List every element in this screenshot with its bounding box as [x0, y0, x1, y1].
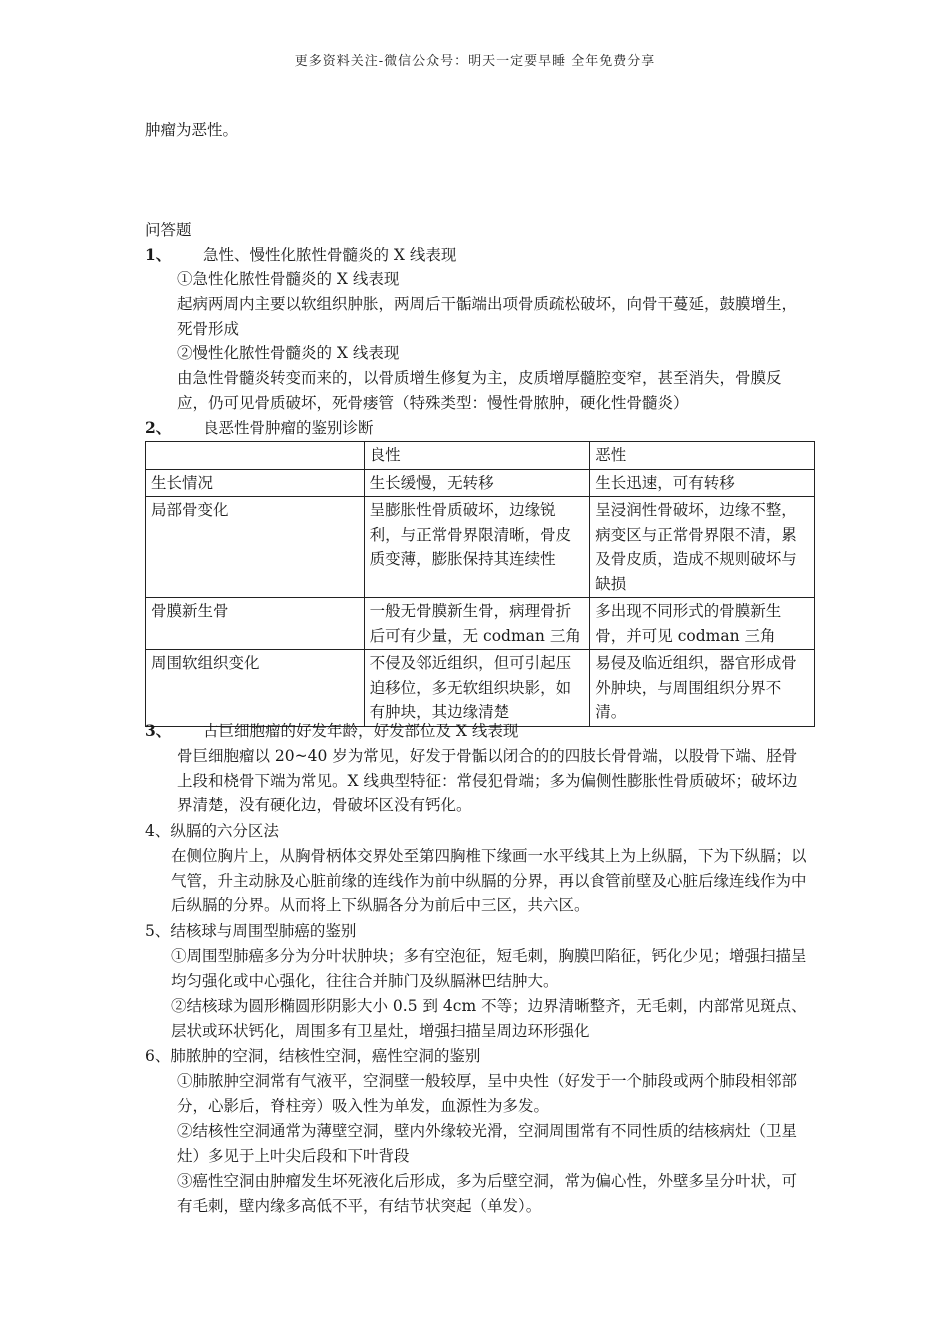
q1-sub2: ②慢性化脓性骨髓炎的 X 线表现: [177, 344, 400, 362]
tumor-comparison-table: [145, 441, 815, 727]
table-row: [146, 497, 815, 598]
table-row: [146, 598, 815, 650]
q6-item3: ③癌性空洞由肿瘤发生坏死液化后形成，多为后壁空洞，常为偏心性，外壁多呈分叶状，可有毛刺，壁内缘多高低不平，有结节状突起（单发）。: [177, 1172, 798, 1215]
q6-item1: ①肺脓肿空洞常有气液平，空洞壁一般较厚，呈中央性（好发于一个肺段或两个肺段相邻部分，心影后，脊柱旁）吸入性为单发，血源性为多发。: [177, 1072, 798, 1115]
table-header-row: [146, 442, 815, 470]
table-cell: [146, 442, 365, 470]
table-cell: 不侵及邻近组织，但可引起压迫移位，多无软组织块影，如有肿块，其边缘清楚: [364, 650, 590, 727]
table-row: [146, 650, 815, 727]
q5-item1: ①周围型肺癌多分为分叶状肿块；多有空泡征，短毛刺，胸膜凹陷征，钙化少见；增强扫描呈均匀强化或中心强化，往往合并肺门及纵膈淋巴结肿大。: [171, 947, 807, 990]
q3-title: 古巨细胞瘤的好发年龄，好发部位及 X 线表现: [203, 722, 519, 740]
table-cell: 一般无骨膜新生骨，病理骨折后可有少量，无 codman 三角: [364, 598, 590, 650]
q1-sub1: ①急性化脓性骨髓炎的 X 线表现: [177, 270, 400, 288]
table-cell: 良性: [364, 442, 590, 470]
table-cell: 生长情况: [146, 469, 365, 497]
page-header: 更多资料关注-微信公众号：明天一定要早睡 全年免费分享: [294, 54, 656, 69]
intro-line: 肿瘤为恶性。: [145, 121, 239, 139]
table-cell: 生长迅速，可有转移: [590, 469, 815, 497]
q6-title: 6、肺脓肿的空洞，结核性空洞，癌性空洞的鉴别: [145, 1047, 481, 1065]
q3-text: 骨巨细胞瘤以 20~40 岁为常见，好发于骨骺以闭合的的四肢长骨骨端，以股骨下端、胫骨上段和桡骨下端为常见。X 线典型特征：常侵犯骨端；多为偏侧性膨胀性骨质破坏；破坏边界清楚，没有硬化边，骨破坏区没有钙化。: [177, 747, 798, 814]
table-cell: 恶性: [590, 442, 815, 470]
q1-heading: [145, 243, 456, 267]
q1-sub1-text: 起病两周内主要以软组织肿胀，两周后干骺端出项骨质疏松破坏，向骨干蔓延，鼓膜增生，死骨形成: [177, 295, 798, 338]
table-cell: 多出现不同形式的骨膜新生骨，并可见 codman 三角: [590, 598, 815, 650]
q4-text: 在侧位胸片上，从胸骨柄体交界处至第四胸椎下缘画一水平线其上为上纵膈，下为下纵膈；以气管，升主动脉及心脏前缘的连线作为前中纵膈的分界，再以食管前壁及心脏后缘连线作为中后纵膈的分界。从而将上下纵膈各分为前后中三区，共六区。: [171, 847, 807, 914]
q5-item2: ②结核球为圆形椭圆形阴影大小 0.5 到 4cm 不等；边界清晰整齐，无毛刺，内部常见斑点、层状或环状钙化，周围多有卫星灶，增强扫描呈周边环形强化: [171, 997, 807, 1040]
table-cell: 周围软组织变化: [146, 650, 365, 727]
table-cell: 局部骨变化: [146, 497, 365, 598]
q3-number: 3、: [145, 721, 172, 740]
table-cell: 生长缓慢，无转移: [364, 469, 590, 497]
table-cell: 骨膜新生骨: [146, 598, 365, 650]
q3-heading: [145, 719, 518, 743]
q1-title: 急性、慢性化脓性骨髓炎的 X 线表现: [203, 246, 457, 264]
table-row: [146, 469, 815, 497]
q1-sub2-text: 由急性骨髓炎转变而来的，以骨质增生修复为主，皮质增厚髓腔变窄，甚至消失，骨膜反应，仍可见骨质破坏，死骨瘘管（特殊类型：慢性骨脓肿，硬化性骨髓炎）: [177, 369, 782, 412]
q2-number: 2、: [145, 418, 172, 437]
table-cell: 呈浸润性骨破坏，边缘不整，病变区与正常骨界限不清，累及骨皮质，造成不规则破坏与缺损: [590, 497, 815, 598]
table-cell: 呈膨胀性骨质破坏，边缘锐利，与正常骨界限清晰，骨皮质变薄，膨胀保持其连续性: [364, 497, 590, 598]
q2-heading: [145, 416, 374, 440]
q1-number: 1、: [145, 245, 172, 264]
q6-item2: ②结核性空洞通常为薄壁空洞，壁内外缘较光滑，空洞周围常有不同性质的结核病灶（卫星灶）多见于上叶尖后段和下叶背段: [177, 1122, 798, 1165]
q2-title: 良恶性骨肿瘤的鉴别诊断: [203, 419, 374, 437]
section-title: 问答题: [145, 221, 192, 239]
table-cell: 易侵及临近组织，器官形成骨外肿块，与周围组织分界不清。: [590, 650, 815, 727]
q5-title: 5、结核球与周围型肺癌的鉴别: [145, 922, 357, 940]
q4-title: 4、纵膈的六分区法: [145, 822, 279, 840]
